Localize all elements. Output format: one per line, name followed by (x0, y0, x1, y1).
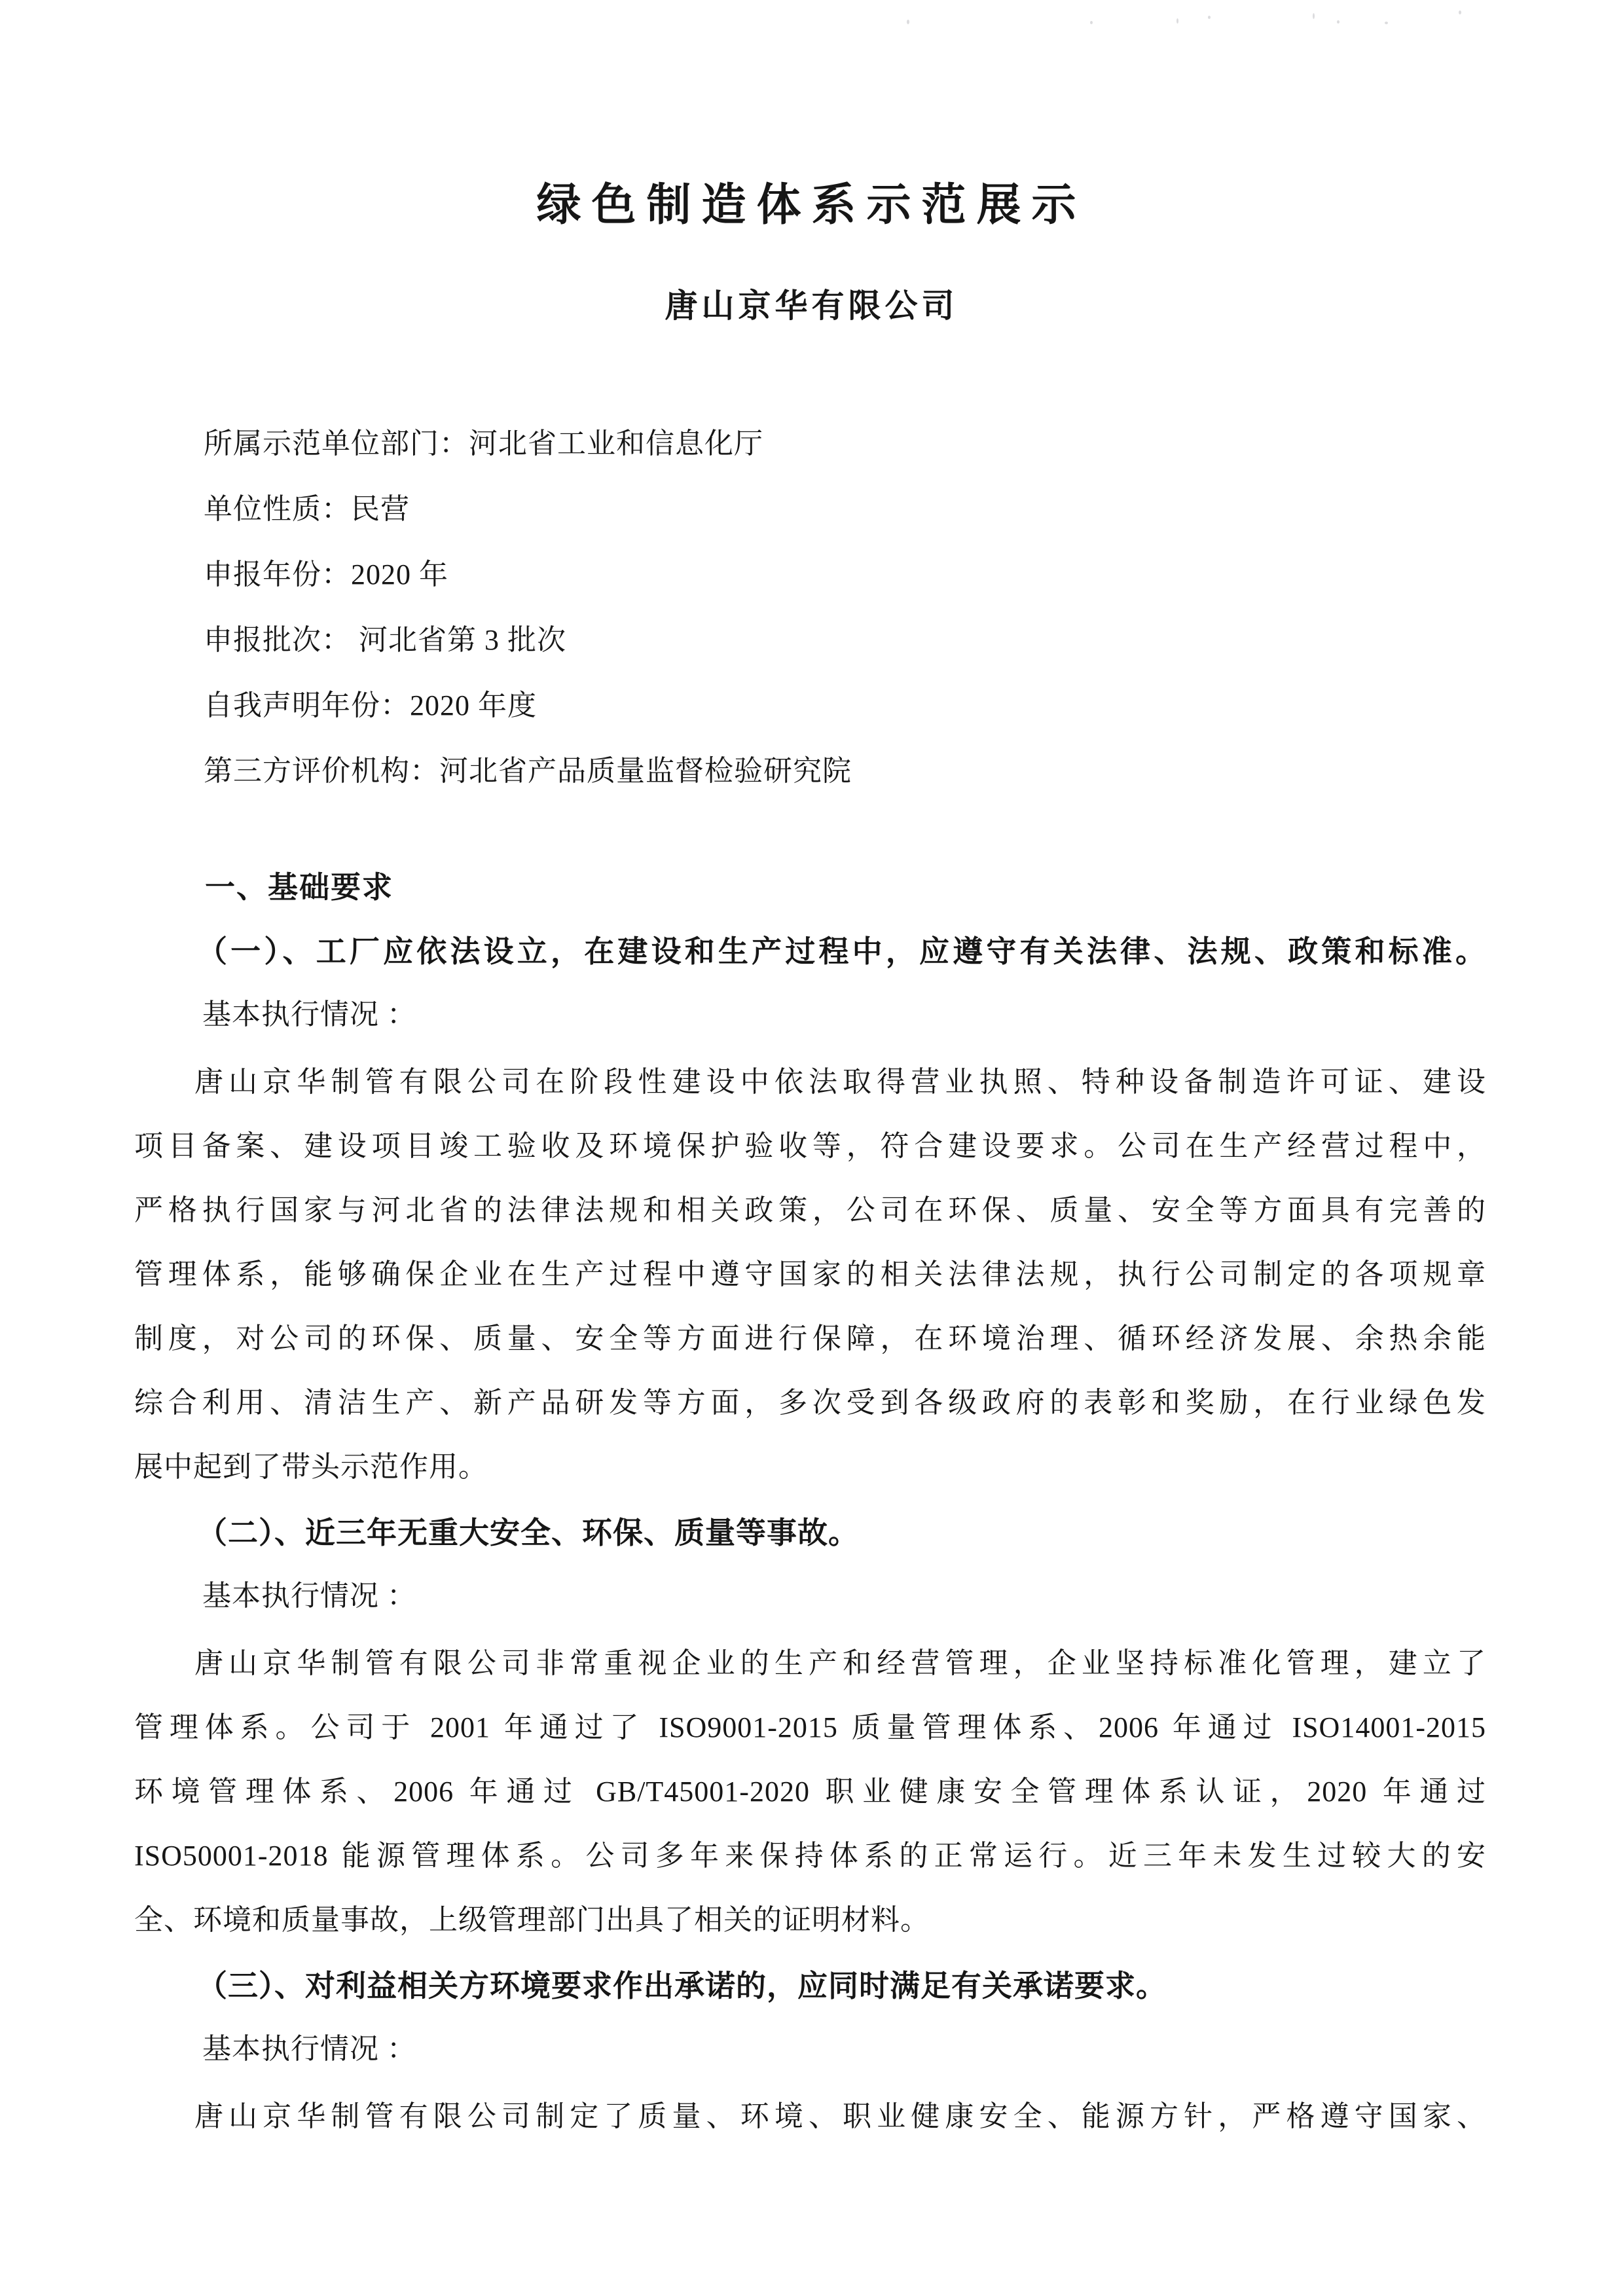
info-line-unit-nature: 单位性质：民营 (204, 493, 410, 525)
scan-speck (1208, 16, 1211, 19)
info-line-third-party-agency: 第三方评价机构：河北省产品质量监督检验研究院 (204, 755, 852, 787)
scan-speck (1385, 22, 1388, 24)
info-line-declaration-year: 申报年份：2020 年 (204, 558, 448, 591)
item2-heading: （二）、近三年无重大安全、环保、质量等事故。 (197, 1516, 859, 1550)
paragraph-line: 制度，对公司的环保、质量、安全等方面进行保障，在环境治理、循环经济发展、余热余能 (134, 1322, 1486, 1355)
item3-status-label: 基本执行情况 ： (202, 2033, 416, 2065)
paragraph-line: 管理体系，能够确保企业在生产过程中遵守国家的相关法律法规，执行公司制定的各项规章 (134, 1258, 1486, 1290)
item1-paragraph (134, 1050, 1486, 1499)
item1-status-label: 基本执行情况 ： (202, 998, 416, 1030)
item1-heading: （一）、工厂应依法设立，在建设和生产过程中，应遵守有关法律、法规、政策和标准。 (197, 935, 1486, 968)
scan-speck (1090, 21, 1093, 24)
paragraph-line: 唐山京华制管有限公司非常重视企业的生产和经营管理，企业坚持标准化管理，建立了 (194, 1647, 1486, 1679)
paragraph-line: 全、环境和质量事故，上级管理部门出具了相关的证明材料。 (134, 1904, 930, 1936)
info-line-self-statement-year: 自我声明年份：2020 年度 (204, 689, 537, 721)
document-title: 绿色制造体系示范展示 (536, 179, 1087, 231)
scan-speck (1337, 20, 1340, 24)
paragraph-line: 综合利用、清洁生产、新产品研发等方面，多次受到各级政府的表彰和奖励，在行业绿色发 (134, 1387, 1486, 1419)
info-line-declaration-batch: 申报批次： 河北省第 3 批次 (204, 624, 566, 656)
paragraph-line: 管理体系。公司于 2001 年通过了 ISO9001-2015 质量管理体系、2006 年通过 ISO14001-2015 (134, 1711, 1486, 1743)
item3-heading: （三）、对利益相关方环境要求作出承诺的，应同时满足有关承诺要求。 (197, 1969, 1167, 2003)
info-block (134, 411, 1486, 804)
scan-speck (907, 20, 909, 24)
paragraph-line: 展中起到了带头示范作用。 (134, 1451, 488, 1483)
paragraph-line: 严格执行国家与河北省的法律法规和相关政策，公司在环保、质量、安全等方面具有完善的 (134, 1194, 1486, 1226)
paragraph-line: 唐山京华制管有限公司在阶段性建设中依法取得营业执照、特种设备制造许可证、建设 (194, 1066, 1486, 1098)
paragraph-line: ISO50001-2018 能源管理体系。公司多年来保持体系的正常运行。近三年未发生过较大的安 (134, 1840, 1486, 1872)
scan-speck (1176, 18, 1178, 24)
item2-paragraph (134, 1631, 1486, 1952)
paragraph-line: 唐山京华制管有限公司制定了质量、环境、职业健康安全、能源方针，严格遵守国家、 (194, 2100, 1486, 2132)
company-name: 唐山京华有限公司 (665, 287, 958, 325)
scan-speck (1459, 10, 1461, 14)
item2-status-label: 基本执行情况 ： (202, 1580, 416, 1612)
section-heading-basic-requirements: 一、基础要求 (205, 871, 393, 904)
scan-speck (1313, 13, 1315, 19)
paragraph-line: 环境管理体系、2006 年通过 GB/T45001-2020 职业健康安全管理体系认证，2020 年通过 (134, 1776, 1486, 1808)
paragraph-line: 项目备案、建设项目竣工验收及环境保护验收等，符合建设要求。公司在生产经营过程中， (134, 1130, 1486, 1162)
info-line-demo-department: 所属示范单位部门：河北省工业和信息化厅 (204, 428, 763, 460)
item3-paragraph (134, 2085, 1486, 2149)
document-body (0, 411, 1623, 2149)
